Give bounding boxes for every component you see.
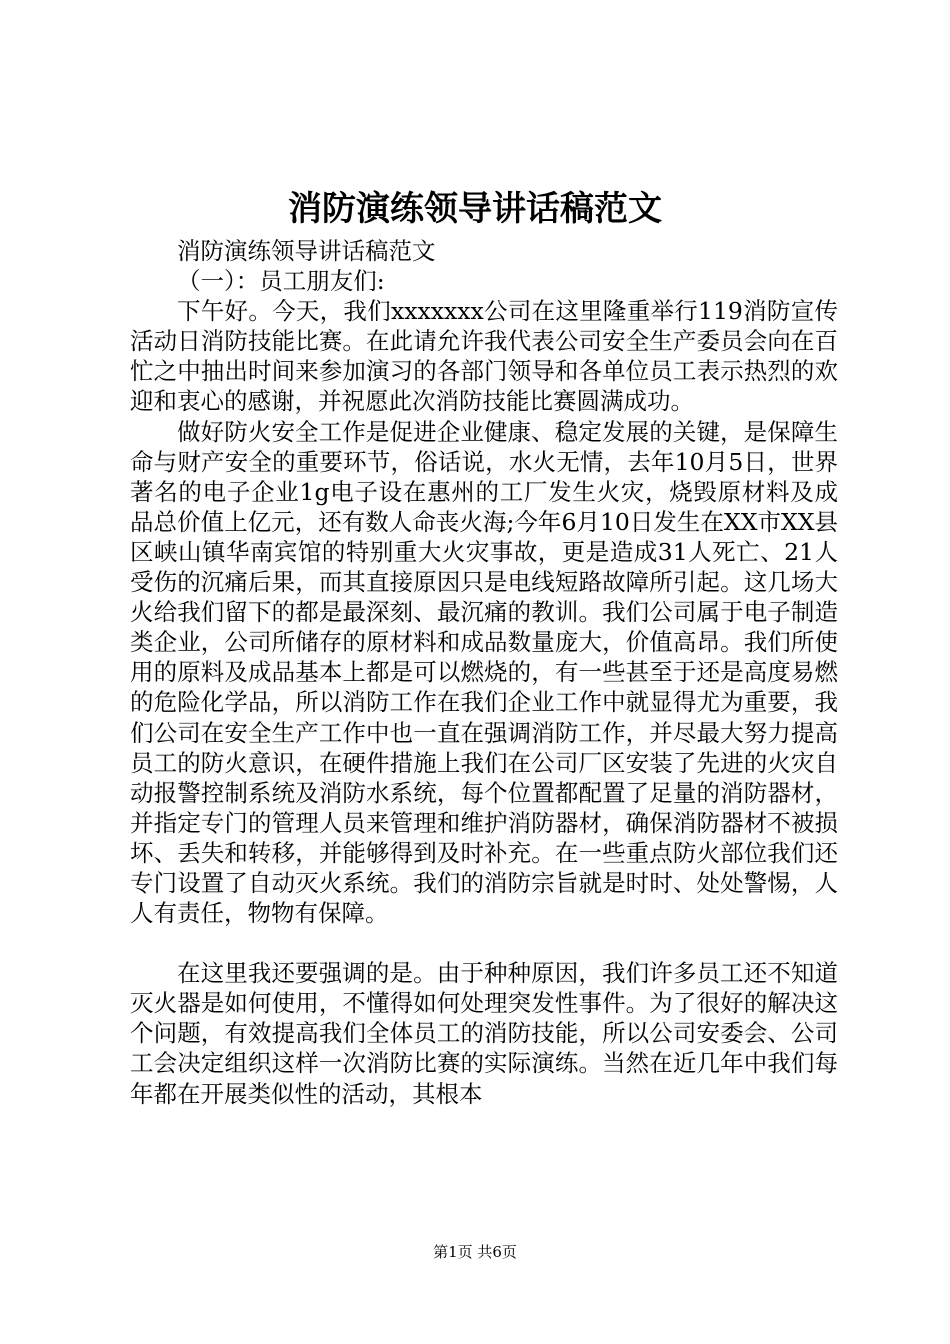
paragraph-emphasis: 在这里我还要强调的是。由于种种原因，我们许多员工还不知道灭火器是如何使用，不懂得如何处理突发性事件。为了很好的解决这个问题，有效提高我们全体员工的消防技能，所以公司安委会、公司工会决定组织这样一次消防比赛的实际演练。当然在近几年中我们每年都在开展类似性的活动，其根本 xyxy=(130,959,838,1108)
page-footer: 第1页 共6页 xyxy=(433,1243,517,1261)
paragraph-greeting: 下午好。今天，我们xxxxxxx公司在这里隆重举行119消防宣传活动日消防技能比赛。在此请允许我代表公司安全生产委员会向在百忙之中抽出时间来参加演习的各部门领导和各单位员工表示热烈的欢迎和衷心的感谢，并祝愿此次消防技能比赛圆满成功。 xyxy=(130,297,838,416)
document-title: 消防演练领导讲话稿范文 xyxy=(288,189,662,229)
paragraph-fire-safety: 做好防火安全工作是促进企业健康、稳定发展的关键，是保障生命与财产安全的重要环节，俗话说，水火无情，去年10月5日，世界著名的电子企业1g电子设在惠州的工厂发生火灾，烧毁原材料及成品总价值上亿元，还有数人命丧火海;今年6月10日发生在XX市XX县区峡山镇华南宾馆的特别重大火灾事故，更是造成31人死亡、21人受伤的沉痛后果，而其直接原因只是电线短路故障所引起。这几场大火给我们留下的都是最深刻、最沉痛的教训。我们公司属于电子制造类企业，公司所储存的原材料和成品数量庞大，价值高昂。我们所使用的原料及成品基本上都是可以燃烧的，有一些甚至于还是高度易燃的危险化学品，所以消防工作在我们企业工作中就显得尤为重要，我们公司在安全生产工作中也一直在强调消防工作，并尽最大努力提高员工的防火意识，在硬件措施上我们在公司厂区安装了先进的火灾自动报警控制系统及消防水系统，每个位置都配置了足量的消防器材，并指定专门的管理人员来管理和维护消防器材，确保消防器材不被损坏、丢失和转移，并能够得到及时补充。在一些重点防火部位我们还专门设置了自动灭火系统。我们的消防宗旨就是时时、处处警惕，人人有责任，物物有保障。 xyxy=(130,417,838,928)
document-body xyxy=(130,236,838,1109)
paragraph-subtitle: 消防演练领导讲话稿范文 xyxy=(177,237,436,265)
paragraph-salutation: （一）：员工朋友们: xyxy=(177,267,385,296)
